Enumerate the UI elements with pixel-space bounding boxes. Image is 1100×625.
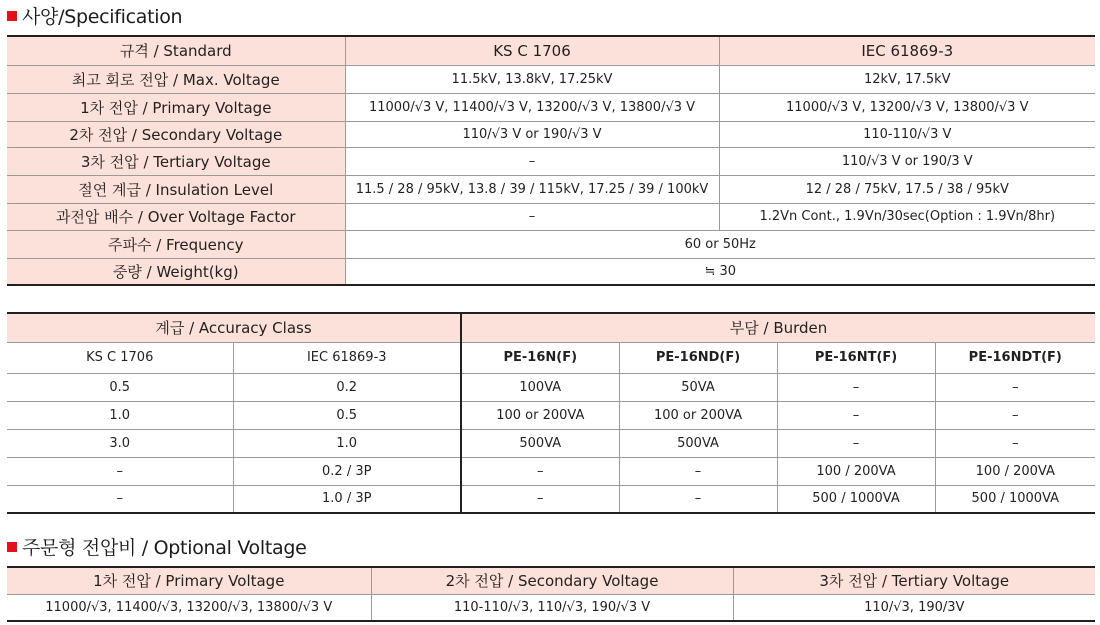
spec-row-ks: 11.5kV, 13.8kV, 17.25kV <box>345 65 719 93</box>
optional-primary-value: 11000/√3, 11400/√3, 13200/√3, 13800/√3 V <box>7 594 371 621</box>
table-cell: – <box>619 485 777 513</box>
table-cell: 0.2 / 3P <box>233 457 461 485</box>
spec-row <box>7 65 1095 93</box>
optional-value-row <box>7 594 1095 621</box>
spec-row-label: 중량 / Weight(kg) <box>7 258 345 285</box>
spec-row <box>7 147 1095 175</box>
table-cell: – <box>935 373 1095 401</box>
accuracy-class-header: 계급 / Accuracy Class <box>7 313 461 342</box>
table-cell: 100 or 200VA <box>619 401 777 429</box>
table-cell: – <box>461 457 619 485</box>
spec-header-row <box>7 36 1095 65</box>
spec-row <box>7 121 1095 147</box>
table-cell: – <box>619 457 777 485</box>
table-cell: 0.2 <box>233 373 461 401</box>
spec-header-iec: IEC 61869-3 <box>719 36 1095 65</box>
subheader-model: PE-16N(F) <box>461 342 619 373</box>
table-cell: – <box>7 485 233 513</box>
table-cell: 0.5 <box>233 401 461 429</box>
spec-row <box>7 93 1095 121</box>
accuracy-table <box>7 312 1095 514</box>
optional-voltage-table <box>7 566 1095 622</box>
table-cell: 500 / 1000VA <box>777 485 935 513</box>
table-cell: – <box>935 429 1095 457</box>
spec-row-iec: 11000/√3 V, 13200/√3 V, 13800/√3 V <box>719 93 1095 121</box>
table-cell: 0.5 <box>7 373 233 401</box>
spec-row-iec: 1.2Vn Cont., 1.9Vn/30sec(Option : 1.9Vn/8hr) <box>719 203 1095 230</box>
spec-row-ks: 11.5 / 28 / 95kV, 13.8 / 39 / 115kV, 17.25 / 39 / 100kV <box>345 175 719 203</box>
subheader-ks: KS C 1706 <box>7 342 233 373</box>
spec-row-iec: 110-110/√3 V <box>719 121 1095 147</box>
optional-header-row <box>7 567 1095 594</box>
spec-row-label: 2차 전압 / Secondary Voltage <box>7 121 345 147</box>
spec-row-ks: – <box>345 147 719 175</box>
spec-row-label: 3차 전압 / Tertiary Voltage <box>7 147 345 175</box>
table-row <box>7 485 1095 513</box>
spec-row <box>7 175 1095 203</box>
optional-tertiary-value: 110/√3, 190/3V <box>733 594 1095 621</box>
table-cell: 50VA <box>619 373 777 401</box>
optional-header-secondary: 2차 전압 / Secondary Voltage <box>371 567 733 594</box>
table-cell: 1.0 <box>233 429 461 457</box>
optional-section-title <box>7 532 307 560</box>
table-cell: – <box>935 401 1095 429</box>
table-cell: – <box>777 401 935 429</box>
subheader-model: PE-16ND(F) <box>619 342 777 373</box>
table-cell: 100 / 200VA <box>777 457 935 485</box>
table-cell: 1.0 <box>7 401 233 429</box>
table-cell: 100 or 200VA <box>461 401 619 429</box>
table-cell: – <box>777 373 935 401</box>
table-cell: 1.0 / 3P <box>233 485 461 513</box>
subheader-model: PE-16NDT(F) <box>935 342 1095 373</box>
spec-row-ks: – <box>345 203 719 230</box>
spec-row-label: 최고 회로 전압 / Max. Voltage <box>7 65 345 93</box>
optional-header-primary: 1차 전압 / Primary Voltage <box>7 567 371 594</box>
accuracy-subheader-row <box>7 342 1095 373</box>
table-cell: 500 / 1000VA <box>935 485 1095 513</box>
table-row <box>7 429 1095 457</box>
spec-header-ks: KS C 1706 <box>345 36 719 65</box>
spec-row-label: 주파수 / Frequency <box>7 230 345 258</box>
table-cell: – <box>461 485 619 513</box>
spec-row-label: 과전압 배수 / Over Voltage Factor <box>7 203 345 230</box>
table-row <box>7 401 1095 429</box>
spec-row-iec: 12 / 28 / 75kV, 17.5 / 38 / 95kV <box>719 175 1095 203</box>
table-row <box>7 457 1095 485</box>
spec-row <box>7 258 1095 285</box>
spec-row-ks: 110/√3 V or 190/√3 V <box>345 121 719 147</box>
table-row <box>7 373 1095 401</box>
spec-title-text: 사양/Specification <box>22 5 183 28</box>
table-cell: 100VA <box>461 373 619 401</box>
table-cell: – <box>7 457 233 485</box>
spec-row-ks: 11000/√3 V, 11400/√3 V, 13200/√3 V, 13800/√3 V <box>345 93 719 121</box>
spec-table <box>7 35 1095 286</box>
red-square-icon <box>7 11 17 21</box>
spec-header-label: 규격 / Standard <box>7 36 345 65</box>
spec-row <box>7 203 1095 230</box>
table-cell: 100 / 200VA <box>935 457 1095 485</box>
subheader-iec: IEC 61869-3 <box>233 342 461 373</box>
table-cell: 500VA <box>461 429 619 457</box>
table-cell: 3.0 <box>7 429 233 457</box>
burden-header: 부담 / Burden <box>461 313 1095 342</box>
spec-row <box>7 230 1095 258</box>
spec-row-label: 1차 전압 / Primary Voltage <box>7 93 345 121</box>
red-square-icon <box>7 542 17 552</box>
spec-row-iec: 110/√3 V or 190/3 V <box>719 147 1095 175</box>
spec-row-iec: 12kV, 17.5kV <box>719 65 1095 93</box>
optional-secondary-value: 110-110/√3, 110/√3, 190/√3 V <box>371 594 733 621</box>
optional-title-text: 주문형 전압비 / Optional Voltage <box>22 536 307 559</box>
table-cell: 500VA <box>619 429 777 457</box>
table-cell: – <box>777 429 935 457</box>
spec-section-title <box>7 1 182 29</box>
accuracy-group-header-row <box>7 313 1095 342</box>
spec-row-merged-value: 60 or 50Hz <box>345 230 1095 258</box>
optional-header-tertiary: 3차 전압 / Tertiary Voltage <box>733 567 1095 594</box>
subheader-model: PE-16NT(F) <box>777 342 935 373</box>
spec-row-label: 절연 계급 / Insulation Level <box>7 175 345 203</box>
spec-row-merged-value: ≒ 30 <box>345 258 1095 285</box>
